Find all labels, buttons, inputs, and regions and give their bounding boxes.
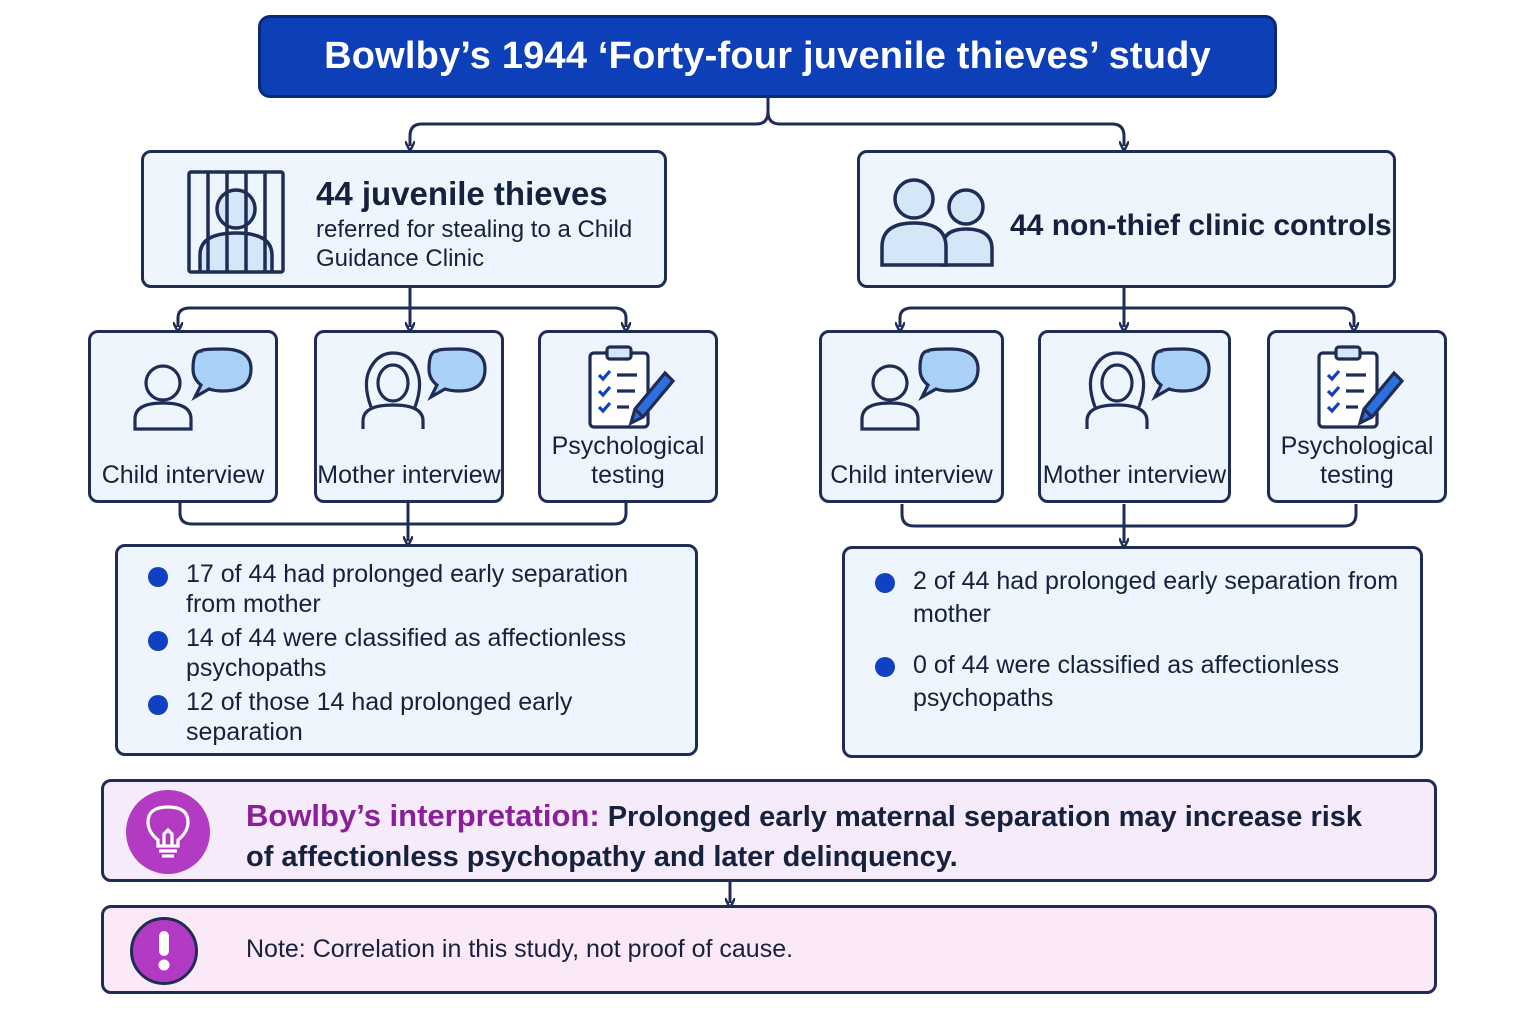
bullet-dot <box>875 573 895 593</box>
clipboard-pencil-icon <box>1316 345 1406 429</box>
child-speech-icon <box>858 345 982 433</box>
controls-results-list <box>875 565 1400 715</box>
controls-title: 44 non-thief clinic controls <box>1010 209 1392 242</box>
method-label: Child interview <box>830 461 993 489</box>
jail-bars-person-icon <box>186 169 286 275</box>
note-text: Note: Correlation in this study, not proof of cause. <box>246 935 794 963</box>
method-label: Psychological testing <box>1280 432 1434 489</box>
result-item: 0 of 44 were classified as affectionless psychopaths <box>875 649 1400 715</box>
bullet-dot <box>148 631 168 651</box>
mother-speech-icon <box>357 345 487 433</box>
title-text: Bowlby’s 1944 ‘Forty-four juvenile thieves’ study <box>324 35 1211 77</box>
interpretation-box <box>101 779 1437 882</box>
clipboard-pencil-icon <box>587 345 677 429</box>
thieves-results-list <box>148 559 675 747</box>
connector-thieves-results <box>180 503 626 540</box>
thieves-results-box <box>115 544 698 756</box>
result-item: 12 of those 14 had prolonged early separation <box>148 687 675 747</box>
interpretation-text <box>246 796 1366 877</box>
child-speech-icon <box>131 345 255 433</box>
interpretation-body: Prolonged early maternal separation may increase risk of affectionless psychopathy and later delinquency. <box>246 801 1363 873</box>
note-box <box>101 905 1437 994</box>
diagram-title <box>258 15 1277 98</box>
thieves-method-child <box>88 330 278 503</box>
interpretation-label: Bowlby’s interpretation: <box>246 798 600 833</box>
bullet-dot <box>875 657 895 677</box>
controls-results-box <box>842 546 1423 758</box>
connector-title-split <box>410 98 768 146</box>
exclamation-icon <box>130 917 198 985</box>
method-label: Mother interview <box>317 461 501 489</box>
connector-title-split-right <box>768 112 1124 146</box>
connector-controls-results <box>902 504 1356 542</box>
result-item: 14 of 44 were classified as affectionless psychopaths <box>148 623 675 683</box>
mother-speech-icon <box>1081 345 1211 433</box>
controls-method-child <box>819 330 1004 503</box>
connector-controls-methods <box>900 288 1354 326</box>
thieves-group-box <box>141 150 667 288</box>
controls-method-mother <box>1038 330 1231 503</box>
method-label: Child interview <box>101 461 265 489</box>
connector-thieves-methods <box>178 288 626 326</box>
controls-group-box <box>857 150 1396 288</box>
method-label: Mother interview <box>1042 461 1227 489</box>
thieves-subtitle: referred for stealing to a Child Guidance Clinic <box>316 216 633 272</box>
result-item: 2 of 44 had prolonged early separation from mother <box>875 565 1400 631</box>
two-people-icon <box>878 177 998 269</box>
bullet-dot <box>148 567 168 587</box>
thieves-method-mother <box>314 330 504 503</box>
thieves-title: 44 juvenile thieves <box>316 175 608 212</box>
thieves-method-testing <box>538 330 718 503</box>
result-item: 17 of 44 had prolonged early separation from mother <box>148 559 675 619</box>
method-label: Psychological testing <box>551 432 705 489</box>
bullet-dot <box>148 695 168 715</box>
controls-method-testing <box>1267 330 1447 503</box>
lightbulb-icon <box>126 790 210 874</box>
